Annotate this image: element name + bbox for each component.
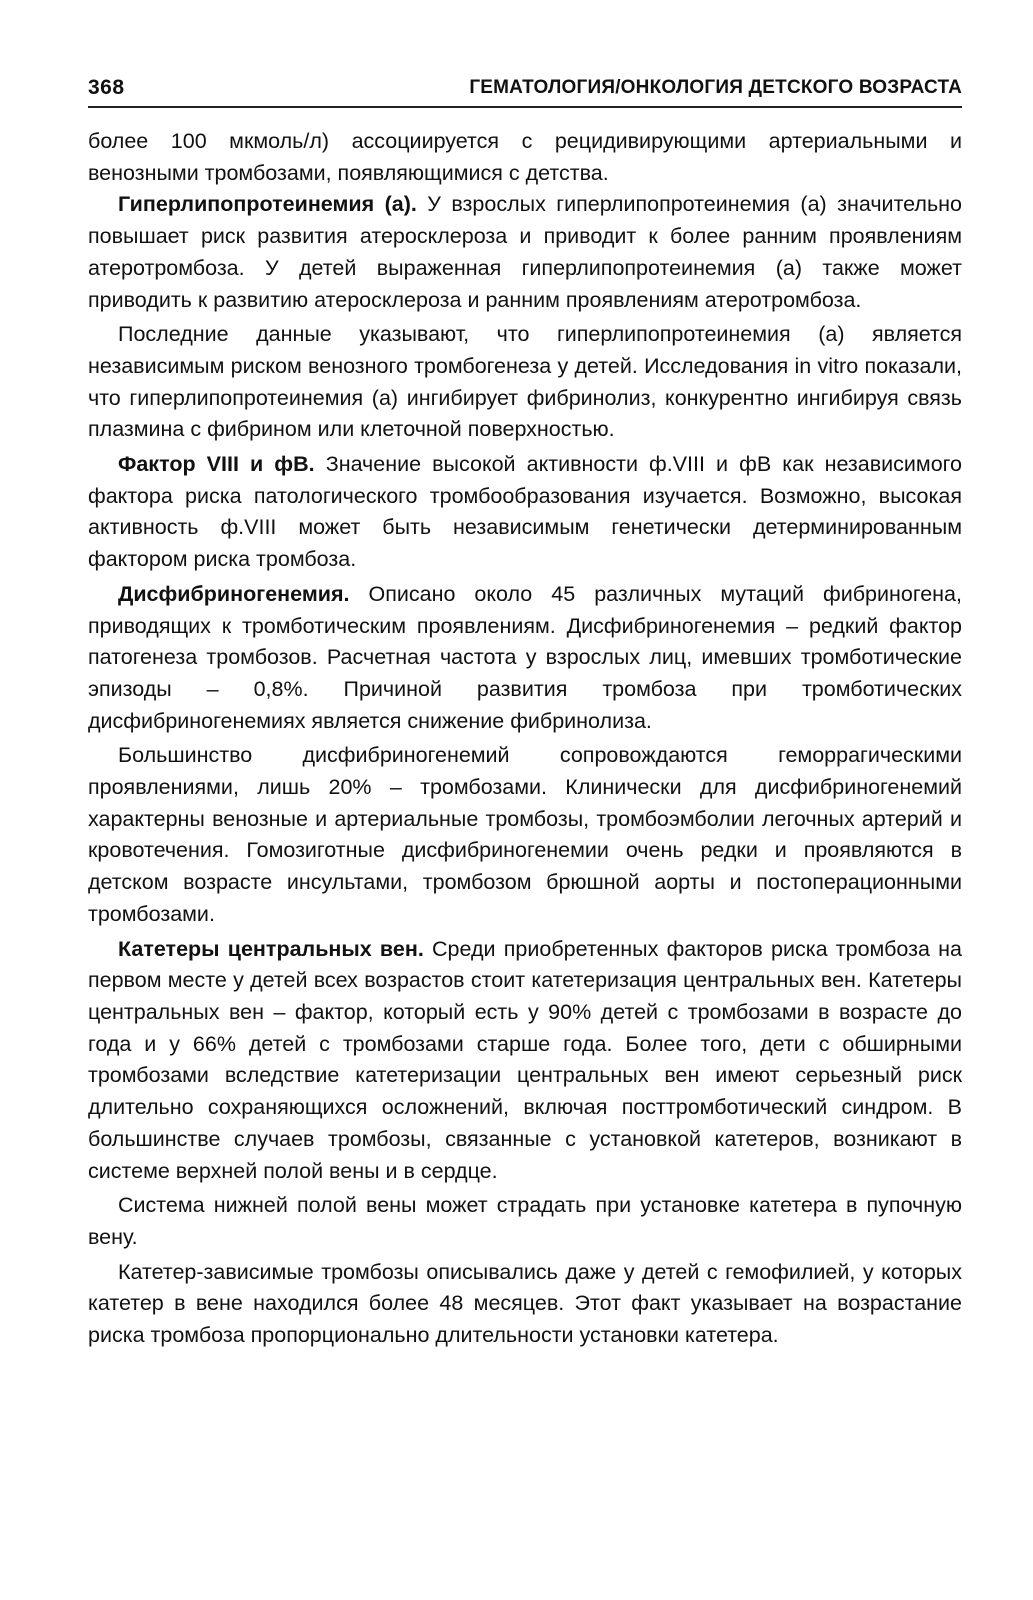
paragraph-dysfibrinogenemia-manifestations [88,740,962,930]
paragraph-inferior-vena-cava [88,1190,962,1253]
paragraph-text: Последние данные указывают, что гиперлипопротеинемия (а) является независимым риском венозного тромбогенеза у детей. Исследования in vitro показали, что гиперлипопротеинемия (а) ингибирует фибринолиз, конкурентно ингибируя связь плазмина с фибрином или клеточной поверхностью. [88,322,962,442]
paragraph-continuation [88,126,962,189]
paragraph-lead: Катетеры центральных вен. [118,936,424,961]
paragraph-text: Катетер-зависимые тромбозы описывались даже у детей с гемофилией, у которых катетер в вене находился более 48 месяцев. Этот факт указывает на возрастание риска тромбоза пропорционально длительности установки катетера. [88,1259,962,1348]
running-head: ГЕМАТОЛОГИЯ/ОНКОЛОГИЯ ДЕТСКОГО ВОЗРАСТА [469,77,962,98]
paragraph-hyperlipoproteinemia [88,189,962,316]
paragraph-lead: Фактор VIII и фВ. [118,452,315,477]
paragraph-recent-data [88,319,962,446]
paragraph-text: У взрослых гиперлипопротеинемия (а) значительно повышает риск развития атеросклероза и приводит к более ранним проявлениям атеротромбоза. У детей выраженная гиперлипопротеинемия (а) также может приводить к развитию атеросклероза и ранним проявлениям атеротромбоза. [88,192,962,312]
paragraph-text: Большинство дисфибриногенемий сопровождаются геморрагическими проявлениями, лишь 20% – тромбозами. Клинически для дисфибриногенемий характерны венозные и артериальные тромбозы, тромбоэмболии легочных артерий и кровотечения. Гомозиготные дисфибриногенемии очень редки и проявляются в детском возрасте инсультами, тромбозом брюшной аорты и постоперационными тромбозами. [88,743,962,926]
paragraph-text: Значение высокой активности ф.VIII и фВ как независимого фактора риска патологического тромбообразования изучается. Возможно, высокая активность ф.VIII может быть независимым генетически детерминированным фактором риска тромбоза. [88,452,963,572]
paragraph-text: Система нижней полой вены может страдать при установке катетера в пупочную вену. [88,1193,962,1249]
paragraph-lead: Гиперлипопротеинемия (а). [118,192,417,217]
paragraph-dysfibrinogenemia [88,579,962,738]
page-number: 368 [88,76,125,99]
paragraph-central-catheters [88,934,962,1188]
paragraph-text: более 100 мкмоль/л) ассоциируется с рецидивирующими артериальными и венозными тромбозами, появляющимися с детства. [88,129,962,185]
paragraph-text: Среди приобретенных факторов риска тромбоза на первом месте у детей всех возрастов стоит катетеризация центральных вен. Катетеры центральных вен – фактор, который есть у 90% детей с тромбозами в возрасте до года и у 66% детей с тромбозами старше года. Более того, дети с обширными тромбозами вследствие катетеризации центральных вен имеют серьезный риск длительно сохраняющихся осложнений, включая посттромботический синдром. В большинстве случаев тромбозы, связанные с установкой катетеров, возникают в системе верхней полой вены и в сердце. [88,936,962,1183]
paragraph-text: Описано около 45 различных мутаций фибриногена, приводящих к тромботическим проявлениям. Дисфибриногенемия – редкий фактор патогенеза тромбозов. Расчетная частота у взрослых лиц, имевших тромботические эпизоды – 0,8%. Причиной развития тромбоза при тромботических дисфибриногенемиях является снижение фибринолиза. [88,581,962,733]
page-header [88,72,962,108]
body-text [88,126,962,1352]
paragraph-catheter-thrombosis [88,1257,962,1352]
paragraph-lead: Дисфибриногенемия. [118,581,350,606]
paragraph-factor-viii [88,449,962,576]
